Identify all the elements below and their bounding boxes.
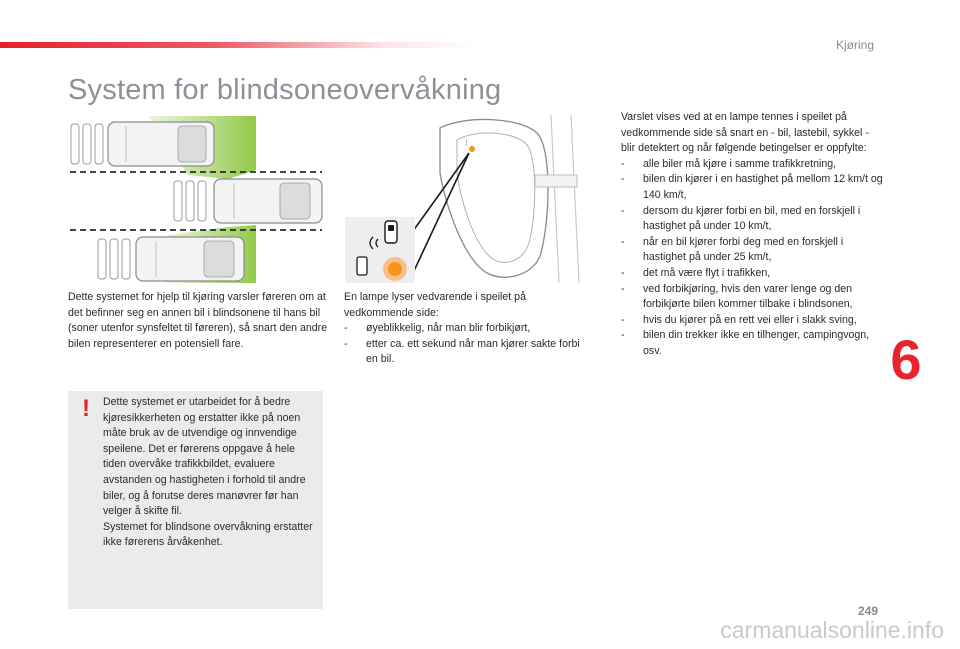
- list-item: - bilen din trekker ikke en tilhenger, campingvogn, osv.: [621, 328, 883, 359]
- list-item: - hvis du kjører på en rett vei eller i slakk sving,: [621, 313, 883, 329]
- conditions-intro: Varslet vises ved at en lampe tennes i speilet på vedkommende side så snart en - bil, lastebil, sykkel - blir detektert og når følgende betingelser er oppfylte:: [621, 111, 869, 155]
- warning-line: Dette systemet er utarbeidet for å bedre kjøresikkerheten og erstatter ikke på noen måte bruk av de utvendige og innvendige speilene. Det er førerens oppgave å hele tiden overvåke trafikkbildet, evaluere avstanden og hastigheten i forhold til andre biler, og å forutse deres manøvrer før han velger å skifte fil.: [103, 396, 306, 518]
- list-item: - etter ca. ett sekund når man kjører sakte forbi en bil.: [344, 337, 594, 368]
- page-number: 249: [857, 604, 878, 618]
- conditions-list: [621, 157, 883, 360]
- blind-spot-zones-illustration: [68, 113, 324, 285]
- lamp-conditions-list: [344, 321, 594, 368]
- svg-text:⋮: ⋮: [463, 140, 470, 147]
- watermark: carmanualsonline.info: [720, 617, 944, 643]
- lamp-intro: En lampe lyser vedvarende i speilet på vedkommende side:: [344, 291, 526, 319]
- car-ego: [214, 179, 322, 223]
- list-item: - ved forbikjøring, hvis den varer lenge og den forbikjørte bilen kommer tilbake i blindsonen,: [621, 282, 883, 313]
- intro-paragraph: Dette systemet for hjelp til kjøring varsler føreren om at det befinner seg en annen bil i blindsonene til hans bil (soner utenfor synsfeltet til føreren), så snart den andre bilen representerer en potensiell fare.: [68, 291, 328, 350]
- exclamation-icon: !: [82, 395, 90, 422]
- warning-text: [103, 395, 319, 551]
- list-item: - dersom du kjører forbi en bil, med en forskjell i hastighet på under 10 km/t,: [621, 204, 883, 235]
- list-item: - alle biler må kjøre i samme trafikkretning,: [621, 157, 883, 173]
- list-item: - bilen din kjører i en hastighet på mellom 12 km/t og 140 km/t,: [621, 172, 883, 203]
- warning-note: [68, 391, 323, 609]
- alert-conditions: [621, 110, 883, 360]
- warning-line: Systemet for blindsone overvåkning erstatter ikke førerens årvåkenhet.: [103, 520, 313, 549]
- side-mirror-illustration: [345, 113, 590, 285]
- list-item: - det må være flyt i trafikken,: [621, 266, 883, 282]
- chapter-number: 6: [890, 328, 922, 391]
- section-label: Kjøring: [835, 38, 874, 52]
- car-top: [108, 122, 214, 166]
- list-item: - når en bil kjører forbi deg med en forskjell i hastighet på under 25 km/t,: [621, 235, 883, 266]
- top-accent-bar: [0, 42, 480, 48]
- page-title: System for blindsoneovervåkning: [68, 74, 502, 106]
- car-bottom: [136, 237, 244, 281]
- lamp-description: [344, 290, 594, 368]
- list-item: - øyeblikkelig, når man blir forbikjørt,: [344, 321, 594, 337]
